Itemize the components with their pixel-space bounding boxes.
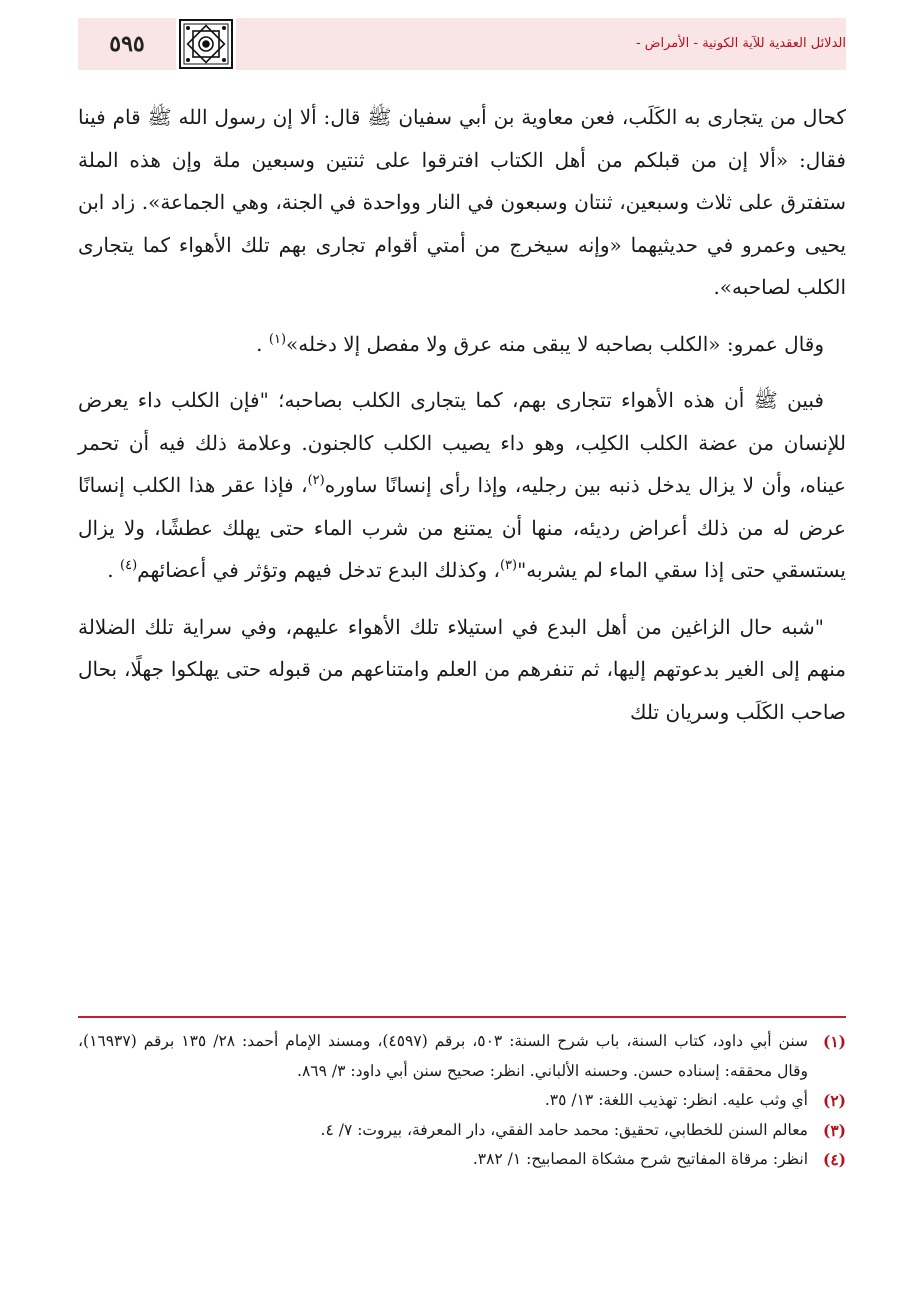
footnote-4	[78, 1145, 846, 1175]
footnote-text: انظر: مرقاة المفاتيح شرح مشكاة المصابيح: ١/ ٣٨٢.	[472, 1150, 808, 1168]
paragraph-3-end: .	[107, 558, 114, 582]
paragraph-4: "شبه حال الزاغين من أهل البدع في استيلاء تلك الأهواء عليهم، وفي سراية تلك الضلالة منهم إلى الغير بدعوتهم إليها، ثم تنفرهم من العلم وامتناعهم من قبوله حتى يهلكوا جهلًا، بحال صاحب الكَلَب وسريان تلك	[78, 614, 846, 724]
footnote-number: (١)	[822, 1032, 846, 1051]
footnote-3	[78, 1116, 846, 1146]
islamic-star-ornament-icon	[176, 18, 236, 70]
page-header	[78, 18, 846, 70]
footnote-number: (٤)	[822, 1150, 846, 1169]
paragraph-2-text: وقال عمرو: «الكلب بصاحبه لا يبقى منه عرق ولا مفصل إلا دخله»	[286, 331, 824, 356]
footnote-divider	[78, 1016, 846, 1018]
footnote-2	[78, 1086, 846, 1116]
footnotes	[78, 1027, 846, 1175]
paragraph-3-text-a: فبين ﷺ أن هذه الأهواء تتجارى بهم، كما يتجارى الكلب بصاحبه؛ "فإن الكلب داء يعرض للإنسان من عضة الكلب الكلِب، وهو داء يصيب الكلب كالجنون. وعلامة ذلك فيه أن تحمر عيناه، وأن لا يزال يدخل ذنبه بين رجليه، وإذا رأى إنسانًا ساوره	[78, 388, 846, 497]
footnote-ref-1: (١)	[268, 331, 287, 347]
footnote-text: معالم السنن للخطابي، تحقيق: محمد حامد الفقي، دار المعرفة، بيروت: ٧/ ٤.	[320, 1120, 808, 1139]
footnote-ref-4: (٤)	[120, 558, 138, 573]
paragraph-2	[78, 323, 846, 366]
book-title: الدلائل العقدية للآية الكونية - الأمراض -	[635, 36, 846, 51]
paragraph-3-text-c: ، وكذلك البدع تدخل فيهم وتؤثر في أعضائهم	[137, 558, 500, 582]
paragraph-1: كحال من يتجارى به الكَلَب، فعن معاوية بن أبي سفيان ﷺ قال: ألا إن رسول الله ﷺ قام فينا فقال: «ألا إن من قبلكم من أهل الكتاب افترقوا على ثنتين وسبعين ملة وإن هذه الملة ستفترق على ثلاث وسبعين، ثنتان وسبعون في النار وواحدة في الجنة، وهي الجماعة». زاد ابن يحيى وعمرو في حديثيهما «وإنه سيخرج من أمتي أقوام تجارى بهم تلك الأهواء كما يتجارى الكلب لصاحبه».	[78, 105, 846, 299]
paragraph-3-text-b: ، فإذا عقر هذا الكلب إنسانًا عرض له من ذلك أعراض رديئه، منها أن يمتنع من شرب الماء حتى يهلك عطشًا، ولا يزال يستسقي حتى إذا سقي الماء لم يشربه"	[78, 473, 846, 582]
footnote-text: سنن أبي داود، كتاب السنة، باب شرح السنة: ٥٠٣، برقم (٤٥٩٧)، ومسند الإمام أحمد: ٢٨/ ١٣٥ برقم (١٦٩٣٧)، وقال محققه: إسناده حسن. وحسنه الألباني. انظر: صحيح سنن أبي داود: ٣/ ٨٦٩.	[78, 1032, 808, 1080]
paragraph-2-end: .	[256, 331, 263, 356]
footnote-ref-3: (٣)	[499, 558, 518, 573]
footnote-number: (٢)	[822, 1091, 846, 1110]
footnote-ref-2: (٢)	[307, 473, 325, 488]
footnote-number: (٣)	[822, 1120, 846, 1140]
paragraph-3	[78, 379, 846, 592]
footnote-text: أي وثب عليه. انظر: تهذيب اللغة: ١٣/ ٣٥.	[544, 1091, 808, 1109]
page-number: ٥٩٥	[109, 31, 145, 57]
footnote-1	[78, 1027, 846, 1086]
main-text	[78, 96, 846, 733]
